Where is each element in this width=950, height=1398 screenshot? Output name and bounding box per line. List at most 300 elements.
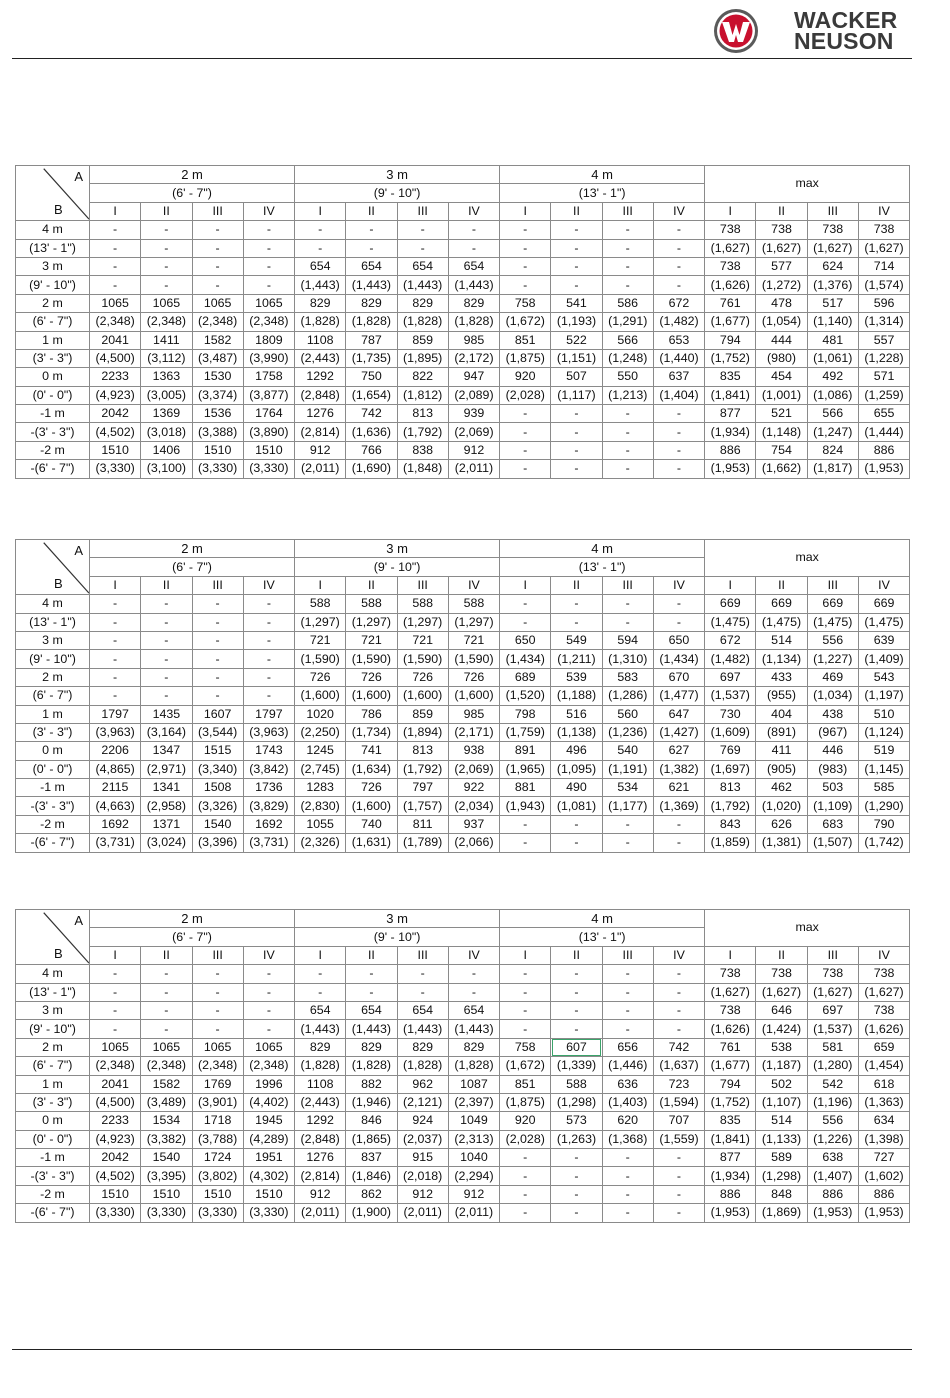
table-cell: - xyxy=(141,613,192,631)
table-cell: - xyxy=(653,983,704,1001)
table-cell: (1,602) xyxy=(858,1167,909,1185)
table-cell: (4,500) xyxy=(90,349,141,367)
table-cell: (1,188) xyxy=(551,687,602,705)
table-cell: - xyxy=(90,1001,141,1019)
table-cell: 797 xyxy=(397,779,448,797)
table-cell: 514 xyxy=(756,631,807,649)
header-row-subcolumns xyxy=(16,576,910,594)
table-cell: (1,828) xyxy=(346,313,397,331)
table-cell: - xyxy=(192,687,243,705)
table-cell: (1,226) xyxy=(807,1130,858,1148)
row-label: 2 m xyxy=(16,668,90,686)
table-cell: (1,477) xyxy=(653,687,704,705)
table-cell: - xyxy=(602,815,653,833)
table-cell: 1510 xyxy=(90,441,141,459)
table-cell: - xyxy=(653,815,704,833)
table-cell: (3,330) xyxy=(243,1204,294,1222)
table-cell: (3,382) xyxy=(141,1130,192,1148)
table-row xyxy=(16,834,910,852)
table-cell: 985 xyxy=(448,331,499,349)
table-cell: (1,859) xyxy=(705,834,756,852)
subcolumn-header: II xyxy=(756,202,807,220)
table-cell: (2,745) xyxy=(295,760,346,778)
table-cell: (1,427) xyxy=(653,723,704,741)
table-cell: (3,330) xyxy=(192,460,243,478)
table-cell: (3,330) xyxy=(192,1204,243,1222)
table-cell: 1515 xyxy=(192,742,243,760)
table-cell: (3,963) xyxy=(90,723,141,741)
table-cell: 766 xyxy=(346,441,397,459)
subcolumn-header: II xyxy=(141,576,192,594)
table-cell: 654 xyxy=(397,257,448,275)
table-cell: 507 xyxy=(551,368,602,386)
row-label: 2 m xyxy=(16,1038,90,1056)
table-cell: 813 xyxy=(705,779,756,797)
table-cell: 1040 xyxy=(448,1149,499,1167)
table-cell: (3,024) xyxy=(141,834,192,852)
row-label: (13' - 1") xyxy=(16,613,90,631)
table-cell: (2,348) xyxy=(243,1057,294,1075)
subcolumn-header: I xyxy=(90,946,141,964)
table-cell: (3,395) xyxy=(141,1167,192,1185)
row-label: 4 m xyxy=(16,965,90,983)
header-row-distance xyxy=(16,166,910,184)
table-cell: 726 xyxy=(295,668,346,686)
table-cell: 654 xyxy=(295,257,346,275)
table-cell: 741 xyxy=(346,742,397,760)
table-cell: (2,348) xyxy=(141,313,192,331)
subcolumn-header: III xyxy=(602,202,653,220)
table-cell: 653 xyxy=(653,331,704,349)
table-cell: (1,117) xyxy=(551,386,602,404)
table-cell: (2,443) xyxy=(295,349,346,367)
table-cell: - xyxy=(500,1204,551,1222)
table-cell: 503 xyxy=(807,779,858,797)
table-cell: (1,627) xyxy=(756,983,807,1001)
table-cell: (1,752) xyxy=(705,1093,756,1111)
table-cell: - xyxy=(500,1020,551,1038)
table-cell: - xyxy=(397,221,448,239)
table-cell: 522 xyxy=(551,331,602,349)
table-cell: (1,789) xyxy=(397,834,448,852)
table-cell: - xyxy=(346,221,397,239)
row-label: -(6' - 7") xyxy=(16,460,90,478)
table-cell: 659 xyxy=(858,1038,909,1056)
table-row xyxy=(16,441,910,459)
table-cell: 922 xyxy=(448,779,499,797)
table-cell: 638 xyxy=(807,1149,858,1167)
subcolumn-header: I xyxy=(295,576,346,594)
axis-label-a: A xyxy=(74,543,83,558)
subcolumn-header: III xyxy=(192,946,243,964)
table-cell: 566 xyxy=(602,331,653,349)
table-cell: - xyxy=(551,1001,602,1019)
table-cell: (2,397) xyxy=(448,1093,499,1111)
table-cell: 469 xyxy=(807,668,858,686)
table-cell: 521 xyxy=(756,405,807,423)
table-cell: (1,138) xyxy=(551,723,602,741)
table-cell: 637 xyxy=(653,368,704,386)
table-cell: - xyxy=(551,595,602,613)
table-cell: 1540 xyxy=(192,815,243,833)
table-cell: 517 xyxy=(807,294,858,312)
table-cell: - xyxy=(602,595,653,613)
table-cell: 478 xyxy=(756,294,807,312)
table-cell: (4,502) xyxy=(90,423,141,441)
group-header-imperial: (13' - 1") xyxy=(500,558,705,576)
table-cell: - xyxy=(243,221,294,239)
table-cell: - xyxy=(243,1020,294,1038)
table-cell: (1,440) xyxy=(653,349,704,367)
wacker-neuson-logo-icon xyxy=(712,8,760,54)
table-cell: (3,901) xyxy=(192,1093,243,1111)
table-cell: (905) xyxy=(756,760,807,778)
table-cell: (2,037) xyxy=(397,1130,448,1148)
table-cell: (1,187) xyxy=(756,1057,807,1075)
table-cell: - xyxy=(243,983,294,1001)
corner-cell xyxy=(16,166,90,221)
table-cell: (1,263) xyxy=(551,1130,602,1148)
table-cell: (3,877) xyxy=(243,386,294,404)
table-cell: 1065 xyxy=(243,294,294,312)
table-cell: 514 xyxy=(756,1112,807,1130)
table-cell: 634 xyxy=(858,1112,909,1130)
table-cell: 794 xyxy=(705,1075,756,1093)
subcolumn-header: III xyxy=(192,202,243,220)
table-cell: - xyxy=(141,1001,192,1019)
table-cell: (1,297) xyxy=(397,613,448,631)
table-cell: 650 xyxy=(500,631,551,649)
table-cell: - xyxy=(346,965,397,983)
table-cell: 1411 xyxy=(141,331,192,349)
table-cell: 697 xyxy=(807,1001,858,1019)
table-cell: - xyxy=(500,1167,551,1185)
subcolumn-header: IV xyxy=(243,202,294,220)
table-cell: 654 xyxy=(448,1001,499,1019)
axis-label-a: A xyxy=(74,169,83,184)
table-cell: (4,923) xyxy=(90,1130,141,1148)
table-cell: (1,475) xyxy=(756,613,807,631)
table-cell: - xyxy=(448,965,499,983)
table-cell: - xyxy=(192,239,243,257)
table-cell: - xyxy=(295,965,346,983)
table-cell: (1,627) xyxy=(756,239,807,257)
table-cell: (2,958) xyxy=(141,797,192,815)
row-label: -2 m xyxy=(16,441,90,459)
table-cell: (3,731) xyxy=(90,834,141,852)
table-cell: (1,953) xyxy=(705,460,756,478)
table-cell: - xyxy=(192,983,243,1001)
table-cell: (1,934) xyxy=(705,423,756,441)
table-cell: (1,444) xyxy=(858,423,909,441)
table-cell: 886 xyxy=(705,441,756,459)
table-cell: - xyxy=(653,423,704,441)
table-cell: 794 xyxy=(705,331,756,349)
table-cell: 726 xyxy=(346,668,397,686)
table-cell: (1,443) xyxy=(295,1020,346,1038)
table-cell: 721 xyxy=(295,631,346,649)
group-header-imperial: (13' - 1") xyxy=(500,184,705,202)
table-cell: - xyxy=(602,460,653,478)
table-cell: 726 xyxy=(448,668,499,686)
subcolumn-header: I xyxy=(705,202,756,220)
table-cell: - xyxy=(243,650,294,668)
table-cell: (2,848) xyxy=(295,1130,346,1148)
table-row xyxy=(16,257,910,275)
table-cell: 1065 xyxy=(192,294,243,312)
table-cell: - xyxy=(500,595,551,613)
table-cell: (1,443) xyxy=(397,1020,448,1038)
table-cell: 761 xyxy=(705,294,756,312)
table-cell: 1276 xyxy=(295,1149,346,1167)
table-cell: 577 xyxy=(756,257,807,275)
table-cell: 596 xyxy=(858,294,909,312)
table-cell: - xyxy=(90,668,141,686)
table-cell: 585 xyxy=(858,779,909,797)
table-row xyxy=(16,221,910,239)
group-header-metric: 2 m xyxy=(90,910,295,928)
table-cell: 738 xyxy=(858,221,909,239)
table-cell: - xyxy=(602,423,653,441)
table-cell: (1,627) xyxy=(807,983,858,1001)
table-cell: 1065 xyxy=(243,1038,294,1056)
table-cell: 1369 xyxy=(141,405,192,423)
table-cell: 912 xyxy=(397,1185,448,1203)
table-cell: (1,211) xyxy=(551,650,602,668)
group-header-metric: 3 m xyxy=(295,166,500,184)
table-cell: (2,326) xyxy=(295,834,346,852)
table-cell: 859 xyxy=(397,331,448,349)
table-row xyxy=(16,983,910,1001)
table-row xyxy=(16,294,910,312)
table-cell: - xyxy=(500,965,551,983)
table-cell: - xyxy=(448,983,499,1001)
table-cell: - xyxy=(192,221,243,239)
table-cell: 654 xyxy=(397,1001,448,1019)
table-cell: (1,290) xyxy=(858,797,909,815)
subcolumn-header: II xyxy=(141,946,192,964)
table-cell: 1283 xyxy=(295,779,346,797)
table-cell: 886 xyxy=(807,1185,858,1203)
subcolumn-header: III xyxy=(602,576,653,594)
table-cell: (1,875) xyxy=(500,349,551,367)
table-cell: 550 xyxy=(602,368,653,386)
table-cell: 689 xyxy=(500,668,551,686)
table-cell: 654 xyxy=(295,1001,346,1019)
table-row xyxy=(16,1149,910,1167)
table-cell: - xyxy=(192,668,243,686)
table-cell: - xyxy=(551,1020,602,1038)
table-cell: 454 xyxy=(756,368,807,386)
row-label: (3' - 3") xyxy=(16,349,90,367)
table-cell: 740 xyxy=(346,815,397,833)
table-cell: 1758 xyxy=(243,368,294,386)
table-cell: - xyxy=(141,650,192,668)
table-cell: (1,482) xyxy=(653,313,704,331)
table-cell: 433 xyxy=(756,668,807,686)
table-cell: - xyxy=(192,1001,243,1019)
table-cell: 754 xyxy=(756,441,807,459)
table-cell: (1,247) xyxy=(807,423,858,441)
table-cell: (3,489) xyxy=(141,1093,192,1111)
table-cell: (1,061) xyxy=(807,349,858,367)
table-cell: (2,348) xyxy=(192,313,243,331)
row-label: 4 m xyxy=(16,595,90,613)
table-cell: 886 xyxy=(858,441,909,459)
table-cell: (1,095) xyxy=(551,760,602,778)
table-cell: 1510 xyxy=(243,441,294,459)
table-cell: - xyxy=(551,460,602,478)
table-cell: - xyxy=(602,1167,653,1185)
group-header-metric: 3 m xyxy=(295,540,500,558)
group-header-metric: 4 m xyxy=(500,910,705,928)
table-cell: (1,594) xyxy=(653,1093,704,1111)
table-cell: 1108 xyxy=(295,1075,346,1093)
table-cell: 1108 xyxy=(295,331,346,349)
subcolumn-header: IV xyxy=(858,576,909,594)
table-cell: - xyxy=(397,965,448,983)
table-cell: - xyxy=(243,257,294,275)
logo-wordmark xyxy=(794,7,898,54)
table-cell: - xyxy=(653,257,704,275)
table-cell: - xyxy=(602,1185,653,1203)
table-cell: 411 xyxy=(756,742,807,760)
table-cell: 462 xyxy=(756,779,807,797)
table-cell: (1,792) xyxy=(705,797,756,815)
table-cell: (1,001) xyxy=(756,386,807,404)
table-cell: 672 xyxy=(705,631,756,649)
table-cell: (1,368) xyxy=(602,1130,653,1148)
table-cell: - xyxy=(448,239,499,257)
table-cell: (1,672) xyxy=(500,313,551,331)
table-cell: - xyxy=(653,834,704,852)
table-cell: - xyxy=(500,257,551,275)
table-cell: (3,890) xyxy=(243,423,294,441)
table-row xyxy=(16,631,910,649)
table-cell: 862 xyxy=(346,1185,397,1203)
table-cell: (1,228) xyxy=(858,349,909,367)
table-cell: - xyxy=(602,221,653,239)
row-label: 0 m xyxy=(16,368,90,386)
table-cell: - xyxy=(192,257,243,275)
subcolumn-header: IV xyxy=(653,946,704,964)
table-cell: - xyxy=(192,613,243,631)
table-cell: (2,069) xyxy=(448,760,499,778)
table-cell: 624 xyxy=(807,257,858,275)
table-cell: - xyxy=(551,257,602,275)
table-cell: - xyxy=(90,1020,141,1038)
table-cell: (1,404) xyxy=(653,386,704,404)
header-row-distance xyxy=(16,910,910,928)
table-cell: 1049 xyxy=(448,1112,499,1130)
table-cell: (2,066) xyxy=(448,834,499,852)
table-cell: - xyxy=(653,405,704,423)
table-cell: (1,609) xyxy=(705,723,756,741)
row-label: 3 m xyxy=(16,1001,90,1019)
table-cell: - xyxy=(551,1167,602,1185)
table-cell: - xyxy=(90,983,141,1001)
table-row xyxy=(16,313,910,331)
table-cell: 726 xyxy=(397,668,448,686)
table-cell: (1,875) xyxy=(500,1093,551,1111)
table-cell: 769 xyxy=(705,742,756,760)
table-cell: (1,634) xyxy=(346,760,397,778)
table-cell: (1,443) xyxy=(346,1020,397,1038)
table-cell: 556 xyxy=(807,1112,858,1130)
table-cell: - xyxy=(602,276,653,294)
table-cell: (1,946) xyxy=(346,1093,397,1111)
table-cell: (1,627) xyxy=(858,239,909,257)
table-cell: - xyxy=(602,239,653,257)
table-cell: - xyxy=(500,405,551,423)
table-cell: (1,677) xyxy=(705,313,756,331)
table-cell: - xyxy=(90,650,141,668)
table-cell: 915 xyxy=(397,1149,448,1167)
table-row xyxy=(16,815,910,833)
table-cell: - xyxy=(192,965,243,983)
table-cell: 1292 xyxy=(295,1112,346,1130)
table-cell: (2,348) xyxy=(243,313,294,331)
row-label: -(3' - 3") xyxy=(16,423,90,441)
table-cell: 1510 xyxy=(141,1185,192,1203)
subcolumn-header: III xyxy=(192,576,243,594)
subcolumn-header: III xyxy=(397,946,448,964)
table-cell: (1,443) xyxy=(448,1020,499,1038)
table-cell: 571 xyxy=(858,368,909,386)
table-cell: 583 xyxy=(602,668,653,686)
table-cell: 626 xyxy=(756,815,807,833)
table-cell: (1,382) xyxy=(653,760,704,778)
header-row-subcolumns xyxy=(16,202,910,220)
table-cell: - xyxy=(551,423,602,441)
axis-label-b: B xyxy=(54,202,63,218)
table-cell: 829 xyxy=(448,294,499,312)
table-cell: (2,250) xyxy=(295,723,346,741)
table-cell: 1534 xyxy=(141,1112,192,1130)
table-cell: 1276 xyxy=(295,405,346,423)
table-cell: 1065 xyxy=(141,294,192,312)
row-label: -1 m xyxy=(16,405,90,423)
table-cell: (1,841) xyxy=(705,386,756,404)
row-label: (0' - 0") xyxy=(16,386,90,404)
load-table-2 xyxy=(15,539,910,853)
table-cell: - xyxy=(653,460,704,478)
table-cell: (2,011) xyxy=(295,460,346,478)
table-row xyxy=(16,386,910,404)
table-cell: 1951 xyxy=(243,1149,294,1167)
table-cell: 672 xyxy=(653,294,704,312)
table-cell: (1,697) xyxy=(705,760,756,778)
table-cell: (3,990) xyxy=(243,349,294,367)
table-cell: 742 xyxy=(653,1038,704,1056)
footer-divider xyxy=(12,1349,912,1350)
table-cell: (1,537) xyxy=(705,687,756,705)
table-cell: - xyxy=(192,276,243,294)
table-row xyxy=(16,349,910,367)
table-cell: - xyxy=(141,668,192,686)
table-cell: 502 xyxy=(756,1075,807,1093)
table-cell: (2,348) xyxy=(141,1057,192,1075)
table-cell: 822 xyxy=(397,368,448,386)
row-label: 0 m xyxy=(16,1112,90,1130)
table-row xyxy=(16,650,910,668)
table-cell: - xyxy=(551,1204,602,1222)
table-row xyxy=(16,797,910,815)
subcolumn-header: IV xyxy=(653,202,704,220)
table-cell: (3,330) xyxy=(90,460,141,478)
table-cell: (1,475) xyxy=(705,613,756,631)
table-cell: (1,297) xyxy=(448,613,499,631)
